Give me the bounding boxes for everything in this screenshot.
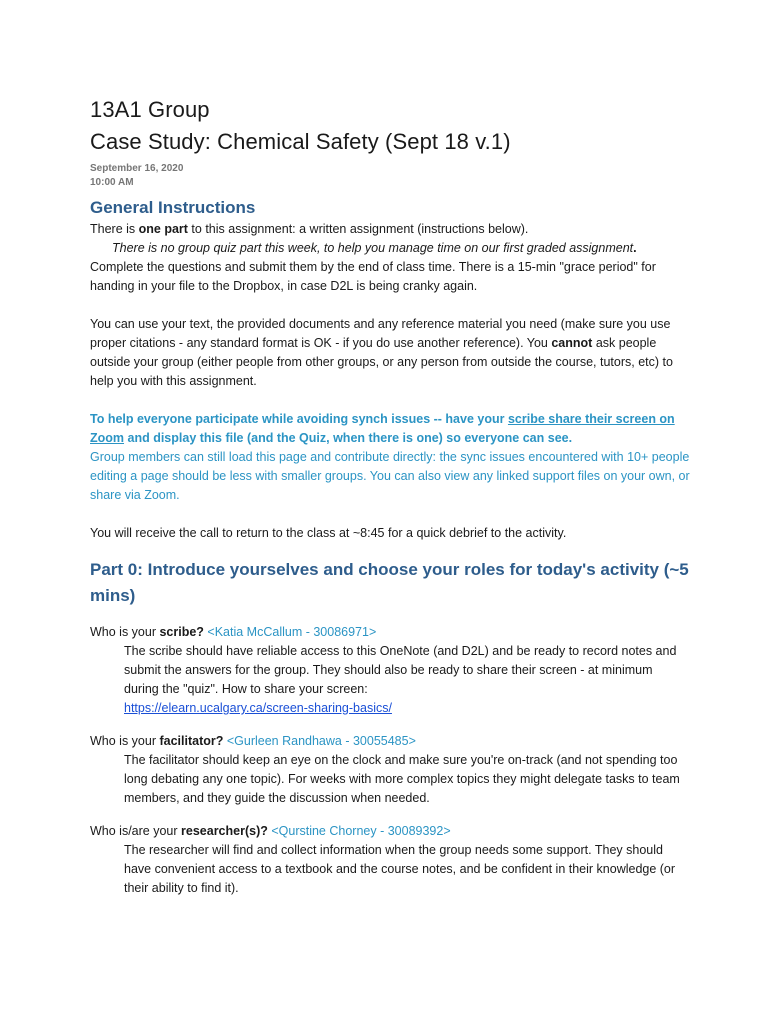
p4-text-a: You can use your text, the provided documents and any reference material you need (make sure you use proper citations - any standard format is OK - if you do use another reference). You xyxy=(90,317,671,350)
role-description: The scribe should have reliable access to this OneNote (and D2L) and be ready to record notes and submit the answers for the group. They should also be ready to share their screen - at minimum during the "quiz". How to share your screen: xyxy=(124,644,677,696)
screen-sharing-url-line xyxy=(90,699,690,718)
page-date: September 16, 2020 xyxy=(90,163,184,174)
role-question xyxy=(90,732,690,751)
role-researcher xyxy=(90,822,690,898)
paragraph-group-members: Group members can still load this page and contribute directly: the sync issues encountered with 10+ people editing a page should be less with smaller groups. You can also view any linked support files on your own, or share via Zoom. xyxy=(90,450,690,502)
p2-period: . xyxy=(633,241,637,255)
onenote-page xyxy=(90,94,690,898)
scribe-share-link[interactable]: scribe share their screen on Zoom xyxy=(90,412,675,445)
role-description: The facilitator should keep an eye on the clock and make sure you're on-track (and not spending too long debating any one topic). For weeks with more complex topics they might delegate tasks to team members, and they guide the discussion when needed. xyxy=(124,753,680,805)
role-question xyxy=(90,822,690,841)
paragraph-reference-material xyxy=(90,315,690,391)
role-q-bold: scribe? xyxy=(159,625,204,639)
part0-heading: Part 0: Introduce yourselves and choose your roles for today's activity (~5 mins) xyxy=(90,560,689,605)
general-instructions-heading: General Instructions xyxy=(90,198,256,217)
p1-bold: one part xyxy=(138,222,188,236)
role-q-bold: researcher(s)? xyxy=(181,824,268,838)
p1-text-a: There is xyxy=(90,222,139,236)
p4-text-c: ask people outside your group (either people from other groups, or any person from outside the course, tutors, etc) to help you with this assignment. xyxy=(90,336,673,388)
role-assignee: <Gurleen Randhawa - 30055485> xyxy=(223,734,416,748)
p2-italic: There is no group quiz part this week, to help you manage time on our first graded assignment xyxy=(112,241,634,255)
role-question xyxy=(90,623,690,642)
paragraph-no-quiz xyxy=(90,239,690,258)
paragraph-complete-questions: Complete the questions and submit them by the end of class time. There is a 15-min "grace period" for handing in your file to the Dropbox, in case D2L is being cranky again. xyxy=(90,260,656,293)
page-title-line1: 13A1 Group xyxy=(90,97,210,122)
role-facilitator xyxy=(90,732,690,808)
page-title-line2: Case Study: Chemical Safety (Sept 18 v.1) xyxy=(90,129,511,154)
paragraph-debrief: You will receive the call to return to the class at ~8:45 for a quick debrief to the activity. xyxy=(90,526,567,540)
p5-text-b: and display this file (and the Quiz, when there is one) so everyone can see. xyxy=(124,431,573,445)
role-q-text: Who is your xyxy=(90,625,160,639)
p5-text-a: To help everyone participate while avoiding synch issues -- have your xyxy=(90,412,508,426)
page-time: 10:00 AM xyxy=(90,177,134,188)
paragraph-one-part xyxy=(90,220,690,239)
role-assignee: <Katia McCallum - 30086971> xyxy=(203,625,377,639)
role-q-text: Who is your xyxy=(90,734,160,748)
p1-text-c: to this assignment: a written assignment (instructions below). xyxy=(187,222,529,236)
p4-bold: cannot xyxy=(551,336,593,350)
role-q-text: Who is/are your xyxy=(90,824,182,838)
role-q-bold: facilitator? xyxy=(159,734,224,748)
role-assignee: <Qurstine Chorney - 30089392> xyxy=(267,824,451,838)
role-description: The researcher will find and collect information when the group needs some support. They should have convenient access to a textbook and the course notes, and be confident in their knowledge (or their ability to find it). xyxy=(124,843,676,895)
role-scribe xyxy=(90,623,690,718)
paragraph-zoom-share xyxy=(90,410,690,448)
screen-sharing-link[interactable]: https://elearn.ucalgary.ca/screen-sharing-basics/ xyxy=(124,701,392,715)
